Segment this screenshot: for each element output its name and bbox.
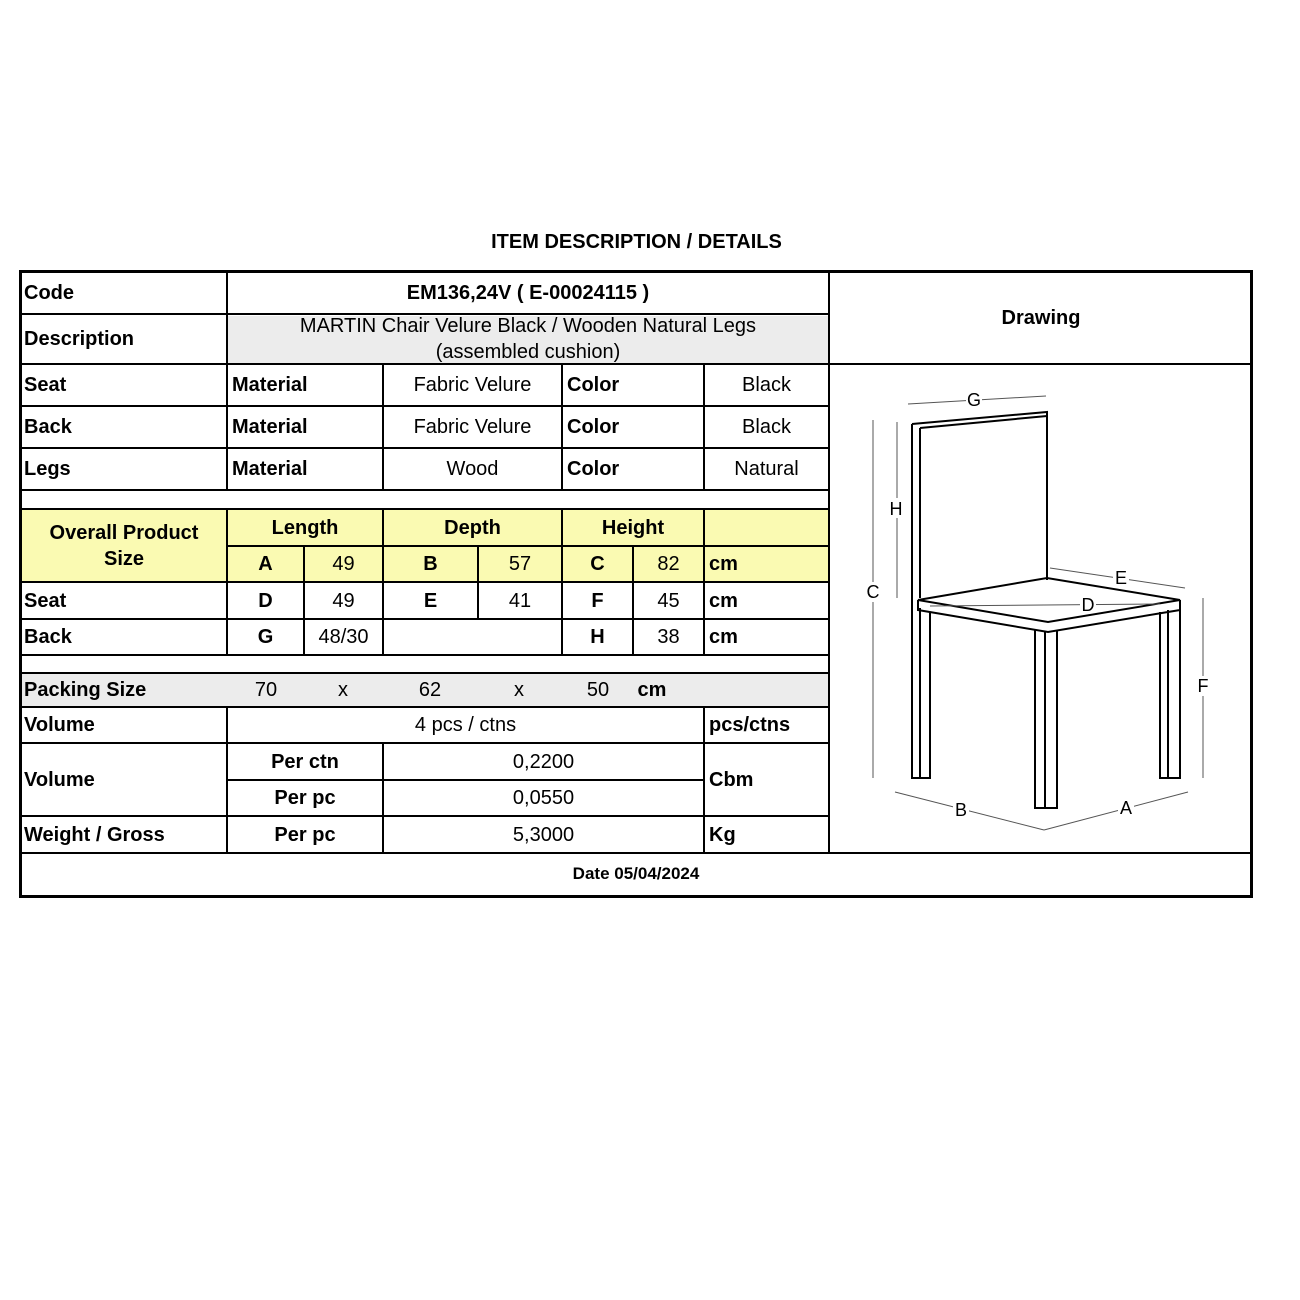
per-ctn-label: Per ctn xyxy=(271,750,339,773)
packing-size-label: Packing Size xyxy=(24,679,147,701)
back-size-unit: cm xyxy=(709,626,738,648)
dim-b-value: 57 xyxy=(508,553,532,575)
drawing-dim-h: H xyxy=(889,499,903,519)
volume-cbm-unit: Cbm xyxy=(709,768,754,791)
length-header: Length xyxy=(271,516,339,539)
drawing-dim-b: B xyxy=(954,800,968,820)
drawing-dim-f: F xyxy=(1197,676,1209,696)
dim-e-value: 41 xyxy=(508,589,532,612)
volume-pcs-unit: pcs/ctns xyxy=(709,714,791,736)
back-material-value: Fabric Velure xyxy=(413,416,532,438)
drawing-dim-a: A xyxy=(1119,798,1133,818)
packing-dim-1: 70 xyxy=(254,679,278,701)
packing-unit: cm xyxy=(637,679,667,701)
dim-f-value: 45 xyxy=(657,589,680,612)
height-header: Height xyxy=(601,516,665,539)
weight-value: 5,3000 xyxy=(512,823,575,846)
drawing-dim-g: G xyxy=(966,390,982,410)
seat-color-value: Black xyxy=(742,374,791,396)
dim-d-value: 49 xyxy=(332,589,355,612)
back-size-label: Back xyxy=(24,626,72,648)
dim-f-letter: F xyxy=(591,589,604,612)
seat-color-label: Color xyxy=(567,374,620,396)
overall-size-label-line-1: Overall Product xyxy=(49,521,199,544)
seat-size-label: Seat xyxy=(24,589,67,612)
drawing-dim-c: C xyxy=(866,582,880,602)
code-value: EM136,24V ( E-00024115 ) xyxy=(406,282,650,304)
packing-x-1: x xyxy=(338,679,348,701)
dim-g-value: 48/30 xyxy=(318,626,369,648)
packing-dim-3: 50 xyxy=(586,679,610,701)
description-line-2: (assembled cushion) xyxy=(435,341,621,363)
volume-pcs-label: Volume xyxy=(24,714,95,736)
overall-unit: cm xyxy=(709,553,738,575)
legs-color-value: Natural xyxy=(734,458,799,480)
chair-drawing xyxy=(830,364,1252,852)
legs-part-label: Legs xyxy=(24,458,71,480)
overall-size-label xyxy=(22,510,226,581)
description-label: Description xyxy=(24,328,135,350)
per-pc-value: 0,0550 xyxy=(512,787,575,809)
dim-e-letter: E xyxy=(423,589,438,612)
dim-c-value: 82 xyxy=(657,553,680,575)
dim-a-value: 49 xyxy=(332,553,355,575)
weight-per-label: Per pc xyxy=(274,823,336,846)
description-line-1: MARTIN Chair Velure Black / Wooden Natural Legs xyxy=(299,315,757,337)
seat-material-value: Fabric Velure xyxy=(413,374,532,396)
volume-cbm-label: Volume xyxy=(24,768,95,791)
dim-b-letter: B xyxy=(423,553,438,575)
volume-pcs-value: 4 pcs / ctns xyxy=(414,714,517,736)
dim-a-letter: A xyxy=(258,553,273,575)
overall-size-label-line-2: Size xyxy=(103,547,145,570)
per-ctn-value: 0,2200 xyxy=(512,750,575,773)
drawing-dim-d: D xyxy=(1081,595,1095,615)
back-material-label: Material xyxy=(232,416,308,438)
back-color-label: Color xyxy=(567,416,620,438)
weight-unit: Kg xyxy=(709,823,736,846)
dim-g-letter: G xyxy=(257,626,274,648)
legs-material-label: Material xyxy=(232,458,308,480)
dim-h-value: 38 xyxy=(657,626,680,648)
packing-dim-2: 62 xyxy=(418,679,442,701)
dim-d-letter: D xyxy=(258,589,273,612)
seat-material-label: Material xyxy=(232,374,308,396)
date-footer: Date 05/04/2024 xyxy=(572,864,700,883)
page-title: ITEM DESCRIPTION / DETAILS xyxy=(491,231,782,253)
back-color-value: Black xyxy=(742,416,791,438)
dim-c-letter: C xyxy=(590,553,605,575)
packing-x-2: x xyxy=(514,679,524,701)
legs-material-value: Wood xyxy=(446,458,499,480)
depth-header: Depth xyxy=(444,516,501,539)
dim-h-letter: H xyxy=(590,626,605,648)
legs-color-label: Color xyxy=(567,458,620,480)
weight-label: Weight / Gross xyxy=(24,823,165,846)
description-value xyxy=(228,313,828,365)
code-label: Code xyxy=(24,282,74,304)
per-pc-label: Per pc xyxy=(274,787,336,809)
drawing-dim-e: E xyxy=(1114,568,1128,588)
drawing-label: Drawing xyxy=(1001,307,1081,329)
seat-size-unit: cm xyxy=(709,589,738,612)
seat-part-label: Seat xyxy=(24,374,67,396)
back-part-label: Back xyxy=(24,416,72,438)
